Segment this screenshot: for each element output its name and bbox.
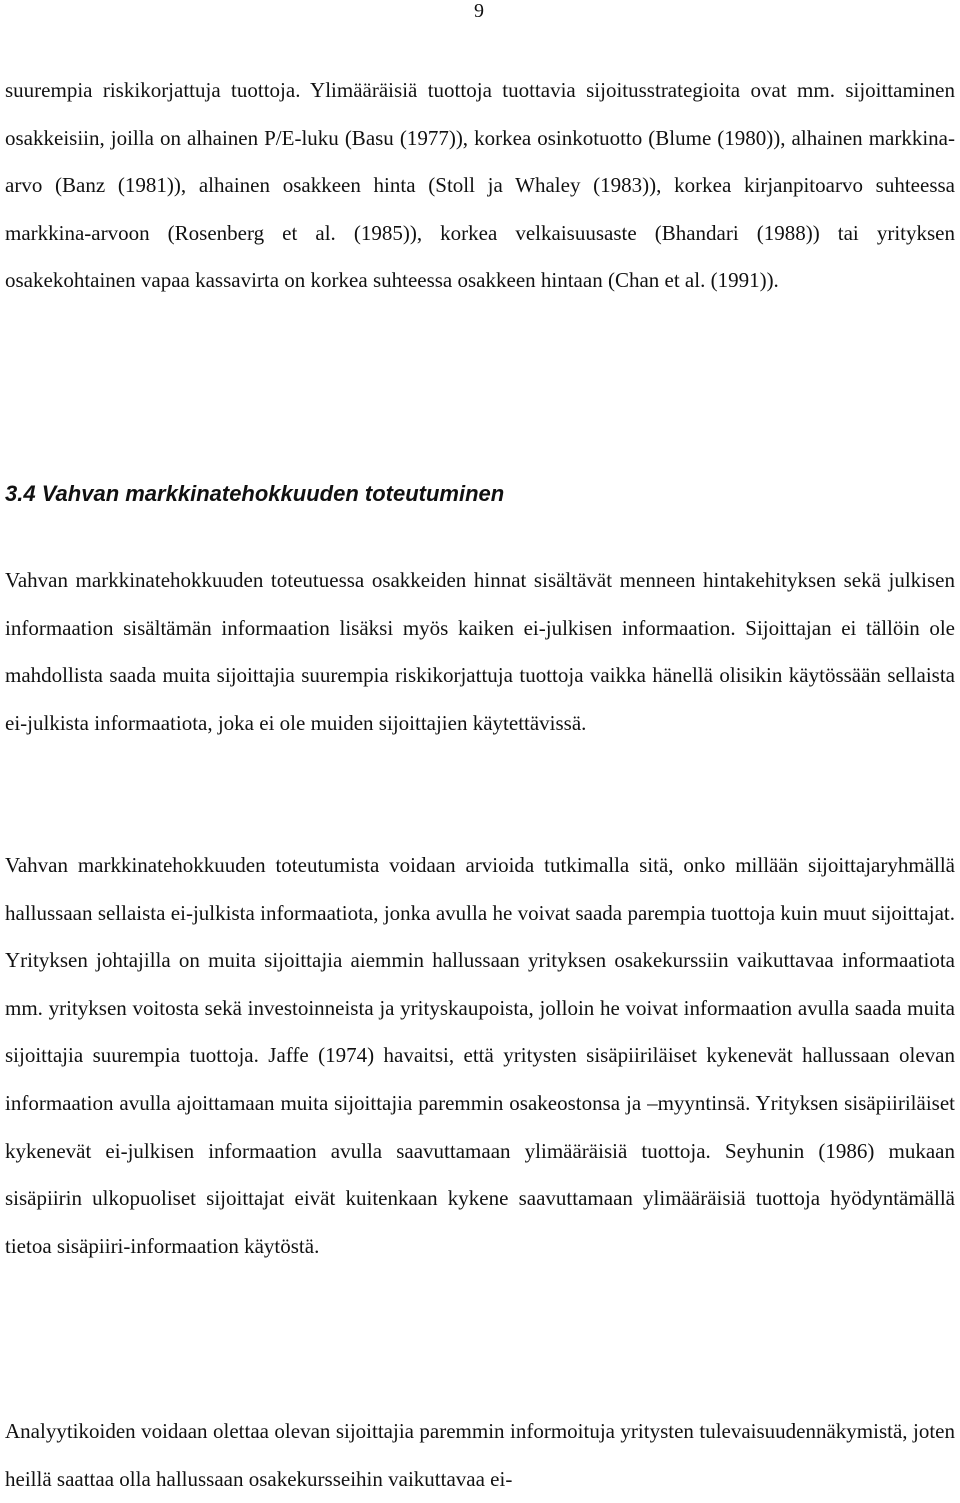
body-paragraph-insiders: Vahvan markkinatehokkuuden toteutumista voidaan arvioida tutkimalla sitä, onko millään sijoittajaryhmällä hallussaan sellaista ei-julkista informaatiota, jonka avulla he voivat saada parempia tuottoja kuin muut sijoittajat. Yrityksen johtajilla on muita sijoittajia aiemmin hallussaan yrityksen osakekurssiin vaikuttavaa informaatiota mm. yrityksen voitosta sekä investoinneista ja yrityskaupoista, jolloin he voivat informaation avulla saada muita sijoittajia suurempia tuottoja. Jaffe (1974) havaitsi, että yritysten sisäpiiriläiset kykenevät hallussaan olevan informaation avulla ajoittamaan muita sijoittajia paremmin osakeostonsa ja –myyntinsä. Yrityksen sisäpiiriläiset kykenevät ei-julkisen informaation avulla saavuttamaan ylimääräisiä tuottoja. Seyhunin (1986) mukaan sisäpiirin ulkopuoliset sijoittajat eivät kuitenkaan kykene saavuttamaan ylimääräisiä tuottoja hyödyntämällä tietoa sisäpiiri-informaation käytöstä. <box>5 853 955 1258</box>
section-heading: 3.4 Vahvan markkinatehokkuuden toteutuminen <box>5 481 505 506</box>
body-paragraph-analysts: Analyytikoiden voidaan olettaa olevan sijoittajia paremmin informoituja yritysten tulevaisuudennäkymistä, joten heillä saattaa olla hallussaan osakekursseihin vaikuttavaa ei- <box>5 1419 955 1491</box>
body-paragraph-strategies: suurempia riskikorjattuja tuottoja. Ylimääräisiä tuottoja tuottavia sijoitusstrategioita ovat mm. sijoittaminen osakkeisiin, joilla on alhainen P/E-luku (Basu (1977)), korkea osinkotuotto (Blume (1980)), alhainen markkina-arvo (Banz (1981)), alhainen osakkeen hinta (Stoll ja Whaley (1983)), korkea kirjanpitoarvo suhteessa markkina-arvoon (Rosenberg et al. (1985)), korkea velkaisuusaste (Bhandari (1988)) tai yrityksen osakekohtainen vapaa kassavirta on korkea suhteessa osakkeen hintaan (Chan et al. (1991)). <box>5 78 955 293</box>
body-paragraph-strong-efficiency: Vahvan markkinatehokkuuden toteutuessa osakkeiden hinnat sisältävät menneen hintakehityksen sekä julkisen informaation sisältämän informaation lisäksi myös kaiken ei-julkisen informaation. Sijoittajan ei tällöin ole mahdollista saada muita sijoittajia suurempia riskikorjattuja tuottoja vaikka hänellä olisikin käytössään sellaista ei-julkista informaatiota, joka ei ole muiden sijoittajien käytettävissä. <box>5 568 955 735</box>
page-number: 9 <box>474 0 484 22</box>
